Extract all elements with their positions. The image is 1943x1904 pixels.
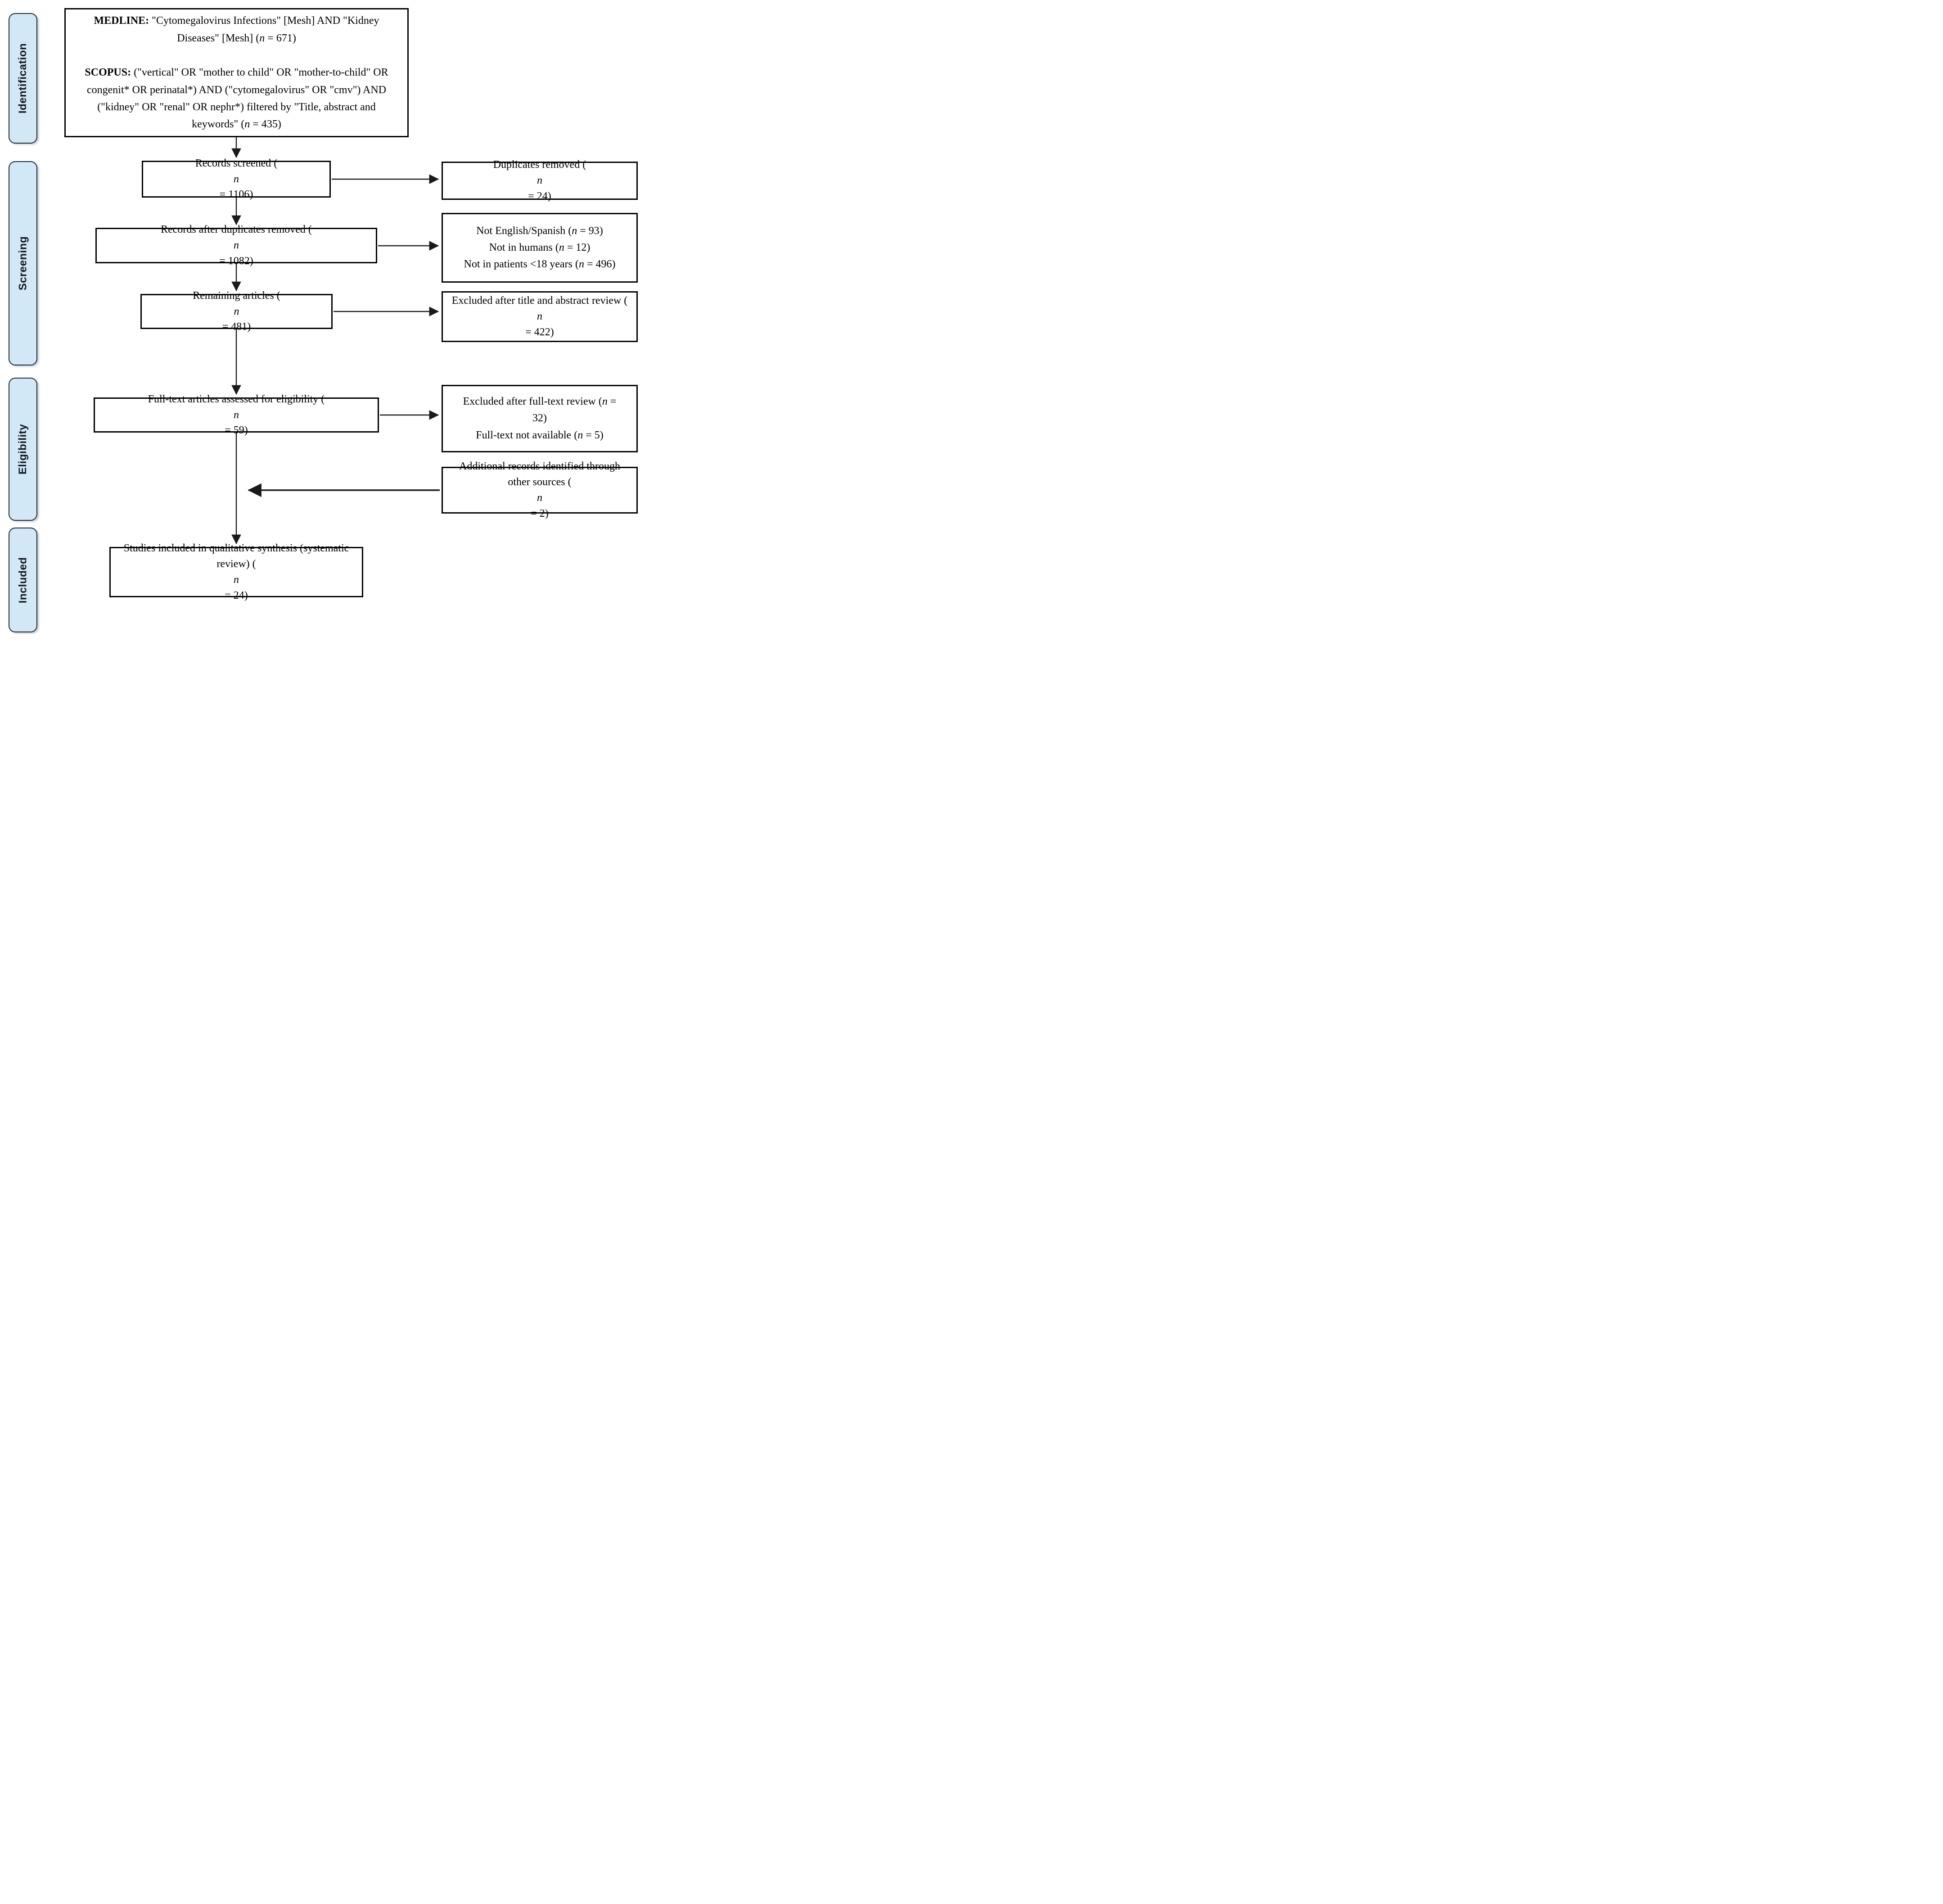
- scopus-prefix: SCOPUS:: [85, 67, 131, 79]
- full-text-assessed-box: Full-text articles assessed for eligibility ( n = 59): [94, 397, 379, 433]
- scopus-search-line: [77, 64, 396, 133]
- stage-screening-label: Screening: [17, 236, 29, 291]
- medline-prefix: MEDLINE:: [94, 15, 149, 27]
- excluded-full-text-box: Excluded after full-text review (n = 32) Full-text not available (n = 5): [442, 385, 638, 452]
- stage-included-label: Included: [17, 557, 29, 603]
- stage-identification-label: Identification: [17, 43, 29, 114]
- records-screened-box: Records screened ( n = 1106): [142, 161, 331, 198]
- prisma-flow-diagram: [0, 0, 648, 635]
- stage-included: [9, 528, 37, 632]
- medline-query: "Cytomegalovirus Infections" [Mesh] AND "Kidney Diseases" [Mesh] (n = 671): [149, 15, 379, 44]
- records-after-duplicates-box: Records after duplicates removed ( n = 1082): [95, 228, 377, 263]
- stage-eligibility-label: Eligibility: [17, 424, 29, 475]
- stage-identification: [9, 13, 37, 144]
- non-eligible-records-box: Not English/Spanish (n = 93) Not in humans (n = 12) Not in patients <18 years (n = 496): [442, 213, 638, 283]
- additional-records-box: Additional records identified through other sources ( n = 2): [442, 467, 638, 514]
- included-studies-box: Studies included in qualitative synthesis (systematic review) ( n = 24): [109, 547, 363, 597]
- stage-eligibility: [9, 378, 37, 521]
- stage-screening: [9, 161, 37, 365]
- scopus-query: ("vertical" OR "mother to child" OR "mother-to-child" OR congenit* OR perinatal*) AND ("cytomegalovirus" OR "cmv") AND ("kidney" OR "renal" OR nephr*) filtered by "Title, abstract and keywords" (n = 435): [86, 67, 388, 131]
- medline-search-line: [77, 12, 396, 47]
- search-strategy-box: [64, 8, 409, 137]
- remaining-articles-box: Remaining articles ( n = 481): [140, 294, 333, 329]
- excluded-title-abstract-box: Excluded after title and abstract review ( n = 422): [442, 291, 638, 342]
- duplicates-removed-box: Duplicates removed ( n = 24): [442, 162, 638, 200]
